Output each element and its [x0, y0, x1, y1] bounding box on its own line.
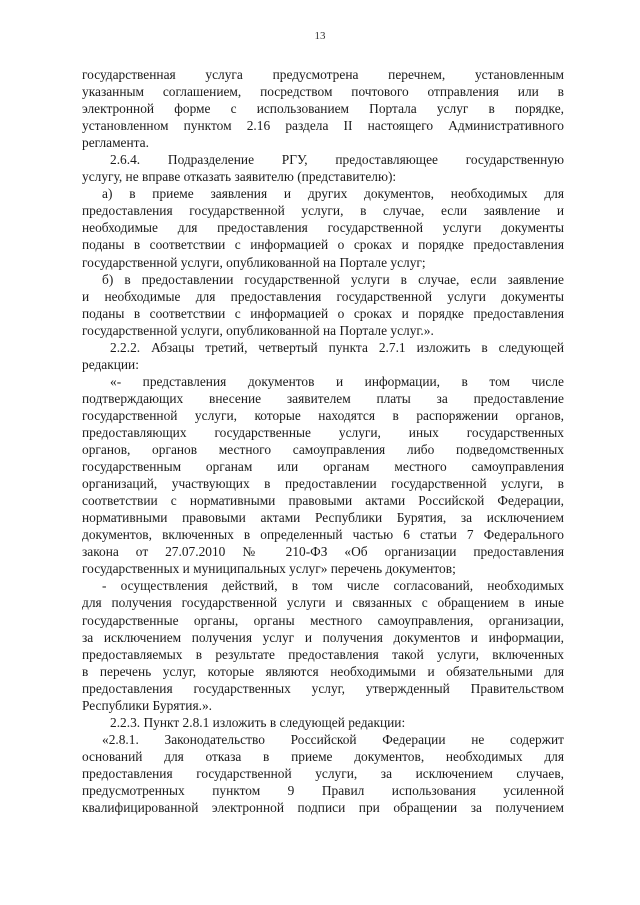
- text-line: квалифицированной электронной подписи при обращении за получением: [82, 800, 564, 816]
- paragraph-continuation: [82, 66, 564, 151]
- text-line: предоставления государственных услуг, утвержденный Правительством: [82, 680, 564, 696]
- page-number: 13: [314, 30, 326, 42]
- text-line: редакции:: [82, 356, 139, 372]
- text-line: предоставляемых в результате предоставления такой услуги, включенных: [82, 646, 564, 662]
- document-body: [82, 66, 564, 816]
- text-line: подтверждающих внесение заявителем платы за предоставление: [82, 390, 564, 406]
- text-line: органов, органов местного самоуправления либо подведомственных: [82, 442, 564, 458]
- text-line: соответствии с нормативными правовыми актами Российской Федерации,: [82, 493, 564, 509]
- text-line: необходимые для предоставления государственной услуги документы: [82, 220, 564, 236]
- paragraph-p-2-2-2: [82, 339, 564, 373]
- text-line: за исключением получения услуг и получения документов и информации,: [82, 629, 564, 645]
- paragraph-p-quote-1: [82, 373, 564, 578]
- text-line: документов, включенных в определенный частью 6 статьи 7 Федерального: [82, 527, 564, 543]
- text-line: Республики Бурятия.».: [82, 697, 212, 713]
- text-line: поданы в соответствии с информацией о сроках и порядке предоставления: [82, 237, 564, 253]
- text-line: предоставления государственной услуги, за исключением случаев,: [82, 765, 564, 781]
- paragraph-p-2-6-4-b: [82, 271, 564, 339]
- text-line: государственной услуги, опубликованной на Портале услуг;: [82, 254, 426, 270]
- text-line: - осуществления действий, в том числе согласований, необходимых: [102, 578, 564, 594]
- text-line: б) в предоставлении государственной услуги в случае, если заявление: [102, 271, 564, 287]
- text-line: закона от 27.07.2010 № 210-ФЗ «Об организации предоставления: [82, 544, 564, 560]
- text-line: 2.2.3. Пункт 2.8.1 изложить в следующей редакции:: [110, 714, 406, 730]
- paragraph-p-2-2-3: [82, 714, 564, 731]
- text-line: государственная услуга предусмотрена перечнем, установленным: [82, 67, 564, 82]
- text-line: государственной услуги, опубликованной на Портале услуг.».: [82, 322, 434, 338]
- text-line: организаций, участвующих в предоставлении государственной услуги, в: [82, 476, 564, 492]
- paragraph-p-2-6-4-a: [82, 185, 564, 270]
- text-line: предусмотренных пунктом 9 Правил использования усиленной: [82, 782, 564, 798]
- paragraph-p-2-8-1: [82, 731, 564, 816]
- text-line: установленном пунктом 2.16 раздела II настоящего Административного: [82, 118, 564, 134]
- text-line: в перечень услуг, которые являются необходимыми и обязательными для: [82, 663, 564, 679]
- text-line: предоставляющих государственные услуги, иных государственных: [82, 424, 564, 440]
- text-line: предоставления государственной услуги, в случае, если заявление и: [82, 203, 564, 219]
- text-line: 2.6.4. Подразделение РГУ, предоставляющее государственную: [110, 152, 564, 168]
- text-line: регламента.: [82, 135, 149, 151]
- text-line: «2.8.1. Законодательство Российской Федерации не содержит: [102, 731, 564, 747]
- text-line: услугу, не вправе отказать заявителю (представителю):: [82, 169, 397, 185]
- text-line: электронной форме с использованием Портала услуг в порядке,: [82, 101, 564, 117]
- text-line: 2.2.2. Абзацы третий, четвертый пункта 2.7.1 изложить в следующей: [110, 339, 564, 355]
- text-line: государственные органы, органы местного самоуправления, организации,: [82, 612, 564, 628]
- text-line: а) в приеме заявления и других документов, необходимых для: [102, 186, 564, 202]
- text-line: для получения государственной услуги и связанных с обращением в иные: [82, 595, 564, 611]
- text-line: поданы в соответствии с информацией о сроках и порядке предоставления: [82, 305, 564, 321]
- text-line: оснований для отказа в приеме документов, необходимых для: [82, 748, 564, 764]
- text-line: государственной услуги, которые находятся в распоряжении органов,: [82, 407, 564, 423]
- text-line: «- представления документов и информации, в том числе: [110, 373, 564, 389]
- text-line: государственным органам или органам местного самоуправления: [82, 459, 564, 475]
- text-line: указанным соглашением, посредством почтового отправления или в: [82, 84, 564, 100]
- text-line: нормативными правовыми актами Республики Бурятия, за исключением: [82, 510, 564, 526]
- text-line: и необходимые для предоставления государственной услуги документы: [82, 288, 564, 304]
- text-line: государственных и муниципальных услуг» перечень документов;: [82, 561, 456, 577]
- paragraph-p-quote-2: [82, 577, 564, 713]
- paragraph-p-2-6-4: [82, 151, 564, 185]
